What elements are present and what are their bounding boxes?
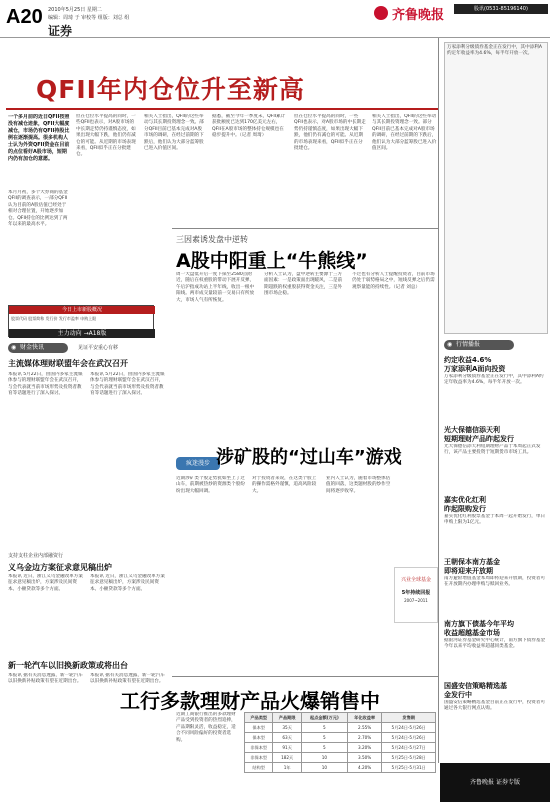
- date-line: 2010年5月25日 星期二: [48, 7, 102, 13]
- divider-bull: [172, 228, 438, 229]
- section-bar-label: 行情播报: [456, 341, 481, 348]
- right-headline-4: 王朝保本南方基金: [444, 558, 500, 566]
- fund-ad-slogan: 5年持续回报: [401, 590, 431, 596]
- table-cell: 3.20%: [347, 743, 381, 753]
- table-header: 产品类型: [245, 713, 273, 723]
- table-row: [245, 723, 436, 733]
- table-header: 产品期限: [273, 713, 301, 723]
- right-news-list: [444, 356, 548, 740]
- page-ref: →A18版: [83, 330, 107, 337]
- table-cell: 4.20%: [347, 763, 381, 773]
- table-cell: 10: [301, 763, 347, 773]
- bottom-banner-text: 齐鲁晚报 证券专版: [470, 779, 520, 786]
- table-cell: 3.50%: [347, 753, 381, 763]
- lead-paragraph: 一个多月前的近日QFII按照没有减仓迹象，QFII大幅度减仓，市场仍有QFII持股比例在逐渐提高。很多机构人士认为外资QFII资金在目前的点位看好A股市场，短期内仍有加仓的意愿。: [8, 114, 70, 162]
- table-row: [245, 753, 436, 763]
- table-cell: 5月24日-5月26日: [382, 733, 436, 743]
- right-column-divider: [438, 38, 439, 763]
- header-tab-label: 股讯(0531-85196140): [474, 6, 528, 12]
- mining-column-3: 业内人士认为，随着市场整体估值的回落，这类题材股的炒作空间将逐步收窄。: [326, 476, 391, 494]
- new-stock-title: 今日上市新股概况: [9, 306, 155, 314]
- right-subheadline-6: 金发行中: [444, 691, 472, 699]
- article-headline-c: 新一轮汽车以旧换新政策或将出台: [8, 661, 128, 670]
- right-paragraph-1: 万家添利分级债券基金正在发行中，其中添利A约定年收益率为4.6%，每半年开放一次。: [444, 374, 544, 386]
- table-cell: 保本型: [245, 733, 273, 743]
- table-cell: 非保本型: [245, 743, 273, 753]
- right-paragraph-3: 嘉实优化红利股票基金于本周一起开始发行，单日申购上限为1亿元。: [444, 514, 546, 526]
- article-column-1: 本月月初，多个大券商的基金QFII的调查表示，一部分QFII认为目前的A股估值已经处于相对合理位置，开始逐步加仓。QFII持仓的比例达到了两年以来的最高水平。: [8, 190, 68, 228]
- editor-line: 编辑：周琦 于 审校等 组版：刘总 组: [48, 15, 130, 21]
- right-headline-6: 国盛安信策略精选基: [444, 682, 507, 690]
- right-headline-3: 嘉实优化红利: [444, 496, 486, 504]
- table-row: [245, 733, 436, 743]
- bull-column-2: 分析人士认为，盘中逆转主要源于三方面因素：一是政策面出现暖风，二是前期超跌的权重股获得资金关注，三是外围市场企稳。: [264, 272, 343, 297]
- bank-headline: 工行多款理财产品火爆销售中: [120, 689, 380, 713]
- article-column-4: 据悉，截至今年一季度末，QFII累计获批额度已达到170亿美元左右，QFII在A股市场的整体持仓规模也在稳步提升中。（记者 周琦）: [212, 114, 286, 139]
- new-stock-box: [8, 305, 154, 337]
- mining-column-2: 对于投资者来说，在这类个股上的操作需格外谨慎，追高风险较大。: [252, 476, 317, 494]
- table-cell: 1年: [273, 763, 301, 773]
- new-stock-table-header: 股票代码 股票简称 发行价 发行市盈率 申购上限: [11, 316, 97, 321]
- bull-kicker: 三因素诱发盘中逆转: [176, 235, 248, 244]
- article-c-column-1: 本报讯 据有关消息透露，新一轮汽车以旧换新补贴政策有望在近期出台。: [8, 673, 83, 685]
- table-cell: 非保本型: [245, 753, 273, 763]
- headline-rule: [6, 108, 438, 110]
- bull-column-3: 不过也有分析人士提醒投资者，目前市场仍处于弱势格局之中，短线反弹之后仍需观察量能的持续性。（记者 刘总）: [352, 272, 435, 290]
- table-cell: 2.70%: [347, 733, 381, 743]
- table-header: 年化收益率: [347, 713, 381, 723]
- table-cell: 5: [301, 743, 347, 753]
- product-table: [244, 712, 436, 773]
- table-header-row: [245, 713, 436, 723]
- bar-note: 见证平安重心有移: [78, 345, 119, 351]
- header-tab: [454, 4, 548, 14]
- table-cell: 10: [301, 753, 347, 763]
- article-column-3: 相关人士指出，QFII的这些举动与其长期投资理念一致。部分QFII目前已基本完成对A股市场的调研，在经过前期的下跌后，他们认为大部分蓝筹股已进入价值区间。: [144, 114, 204, 152]
- logo-icon: [374, 6, 388, 20]
- table-cell: 5: [301, 733, 347, 743]
- table-cell: 2.55%: [347, 723, 381, 733]
- table-cell: 91天: [273, 743, 301, 753]
- table-row: [245, 743, 436, 753]
- mining-column-1: 近期涉矿类个股走势犹如坐上了过山车，前期被热炒的资源类个股纷纷出现大幅回调。: [176, 476, 245, 494]
- table-cell: 35天: [273, 723, 301, 733]
- table-cell: 5月24日-5月26日: [382, 723, 436, 733]
- table-cell: 5: [301, 723, 347, 733]
- right-subheadline-3: 昨起限购发行: [444, 505, 486, 513]
- article-headline-a: 主流媒体理财联盟年会在武汉召开: [8, 359, 128, 368]
- right-paragraph-5: 据银河证券基金研究中心统计，南方旗下债券基金今年以来平均收益率超越同类基金。: [444, 638, 546, 650]
- article-c-column-2: 本报讯 据有关消息透露，新一轮汽车以旧换新补贴政策有望在近期出台。: [90, 673, 165, 685]
- fund-ad-name: 兴业全球基金: [400, 577, 431, 583]
- table-cell: 182天: [273, 753, 301, 763]
- right-subheadline-1: 万家添利A面向投资: [444, 365, 506, 373]
- fund-ad[interactable]: [394, 567, 438, 623]
- right-headline-2: 光大保德信添天利: [444, 426, 500, 434]
- table-cell: 5月24日-5月27日: [382, 743, 436, 753]
- right-subheadline-5: 收益超越基金市场: [444, 629, 500, 637]
- page-header: [0, 0, 550, 38]
- table-header: 起点金额(万元): [301, 713, 347, 723]
- section-bar-market: [444, 340, 514, 350]
- article-column-2: 但在仓位水平提高的同时，一些QFII也表示，对A股市场的中长期走势仍持谨慎态度，如果出现大幅下跌，他们仍有减仓的可能。从近期的市场表现来看，QFII似乎正在分批建仓。: [76, 114, 136, 158]
- bottom-banner: [440, 763, 550, 802]
- article-a-column-2: 本报讯 5月22日，由国内多家主流媒体参与的理财联盟年会在武汉召开，与会代表就当前市场形势及投资者教育等话题进行了深入探讨。: [90, 372, 165, 397]
- main-force-label: 主力动向: [57, 330, 82, 337]
- mining-headline: 涉矿股的“过山车”游戏: [216, 447, 402, 468]
- kicker-b: 支持支柱企业内部融资行: [8, 553, 64, 559]
- article-b-column-2: 本报讯 近日，浙江义乌金融改革方案征求意见稿出炉，方案涉及民间资本、小额贷款等多个方面。: [90, 574, 165, 592]
- table-cell: 5月25日-5月31日: [382, 763, 436, 773]
- section-title: 证券: [48, 24, 73, 38]
- table-cell: 63天: [273, 733, 301, 743]
- right-paragraph-6: 国盛安信策略精选基金目前正在发行中，投资者可通过各大银行网点认购。: [444, 700, 546, 712]
- right-paragraph-4: 南方避险增值基金本周即将迎来开放期，投资者可在开放期内办理申购与赎回业务。: [444, 576, 546, 588]
- table-cell: 5月25日-5月28日: [382, 753, 436, 763]
- right-market-text: 万家添利分级债券基金正在发行中，其中添利A约定年收益率为4.6%，每半年开放一次。: [447, 45, 543, 57]
- fund-ad-years: 2007~2011: [404, 598, 428, 603]
- main-headline: QFII年内仓位升至新高: [36, 75, 305, 104]
- column-tag: 疯迷漫步: [176, 457, 220, 470]
- right-market-table: [444, 42, 548, 334]
- page-number: A20: [6, 6, 43, 28]
- main-force-banner[interactable]: [9, 329, 155, 338]
- section-bar-label: 财金快讯: [20, 344, 45, 351]
- right-paragraph-2: 光大保德信添天利短期理财产品于本周起正式发行，该产品主要投资于短期货币市场工具。: [444, 444, 541, 456]
- bank-body: 近期工商银行推出的多款理财产品受到投资者的热烈追捧，产品期限灵活，收益稳定，适合不同风险偏好的投资者选购。: [176, 712, 236, 743]
- section-bar-financial-news: [8, 343, 68, 353]
- article-column-6: 相关人士指出，QFII的这些举动与其长期投资理念一致。部分QFII目前已基本完成对A股市场的调研，在经过前期的下跌后，他们认为大部分蓝筹股已进入价值区间。: [372, 114, 437, 152]
- divider-bank: [172, 676, 438, 677]
- bull-headline: A股中阳重上“牛熊线”: [176, 250, 368, 272]
- right-headline-5: 南方旗下债基今年平均: [444, 620, 514, 628]
- table-cell: 保本型: [245, 723, 273, 733]
- article-column-5: 但在仓位水平提高的同时，一些QFII也表示，对A股市场的中长期走势仍持谨慎态度，如果出现大幅下跌，他们仍有减仓的可能。从近期的市场表现来看，QFII似乎正在分批建仓。: [294, 114, 366, 152]
- article-headline-b: 义乌金边方案征求意见稿出炉: [8, 563, 112, 572]
- right-subheadline-4: 即将迎来开放期: [444, 567, 493, 575]
- right-headline-1: 约定收益4.6%: [444, 356, 492, 364]
- table-cell: 结构型: [245, 763, 273, 773]
- right-subheadline-2: 短期理财产品昨起发行: [444, 435, 514, 443]
- article-b-column-1: 本报讯 近日，浙江义乌金融改革方案征求意见稿出炉，方案涉及民间资本、小额贷款等多个方面。: [8, 574, 83, 592]
- bull-column-1: 周一大盘低开后一度下探至2580点附近，随后在权重股的带动下展开反弹，午后沪指成功站上半年线，收出一根中阳线。两市成交量较前一交易日有所放大，市场人气有所恢复。: [176, 272, 255, 303]
- article-a-column-1: 本报讯 5月22日，由国内多家主流媒体参与的理财联盟年会在武汉召开，与会代表就当前市场形势及投资者教育等话题进行了深入探讨。: [8, 372, 83, 397]
- newspaper-logo: 齐鲁晚报: [392, 8, 445, 23]
- table-row: [245, 763, 436, 773]
- table-header: 发售期: [382, 713, 436, 723]
